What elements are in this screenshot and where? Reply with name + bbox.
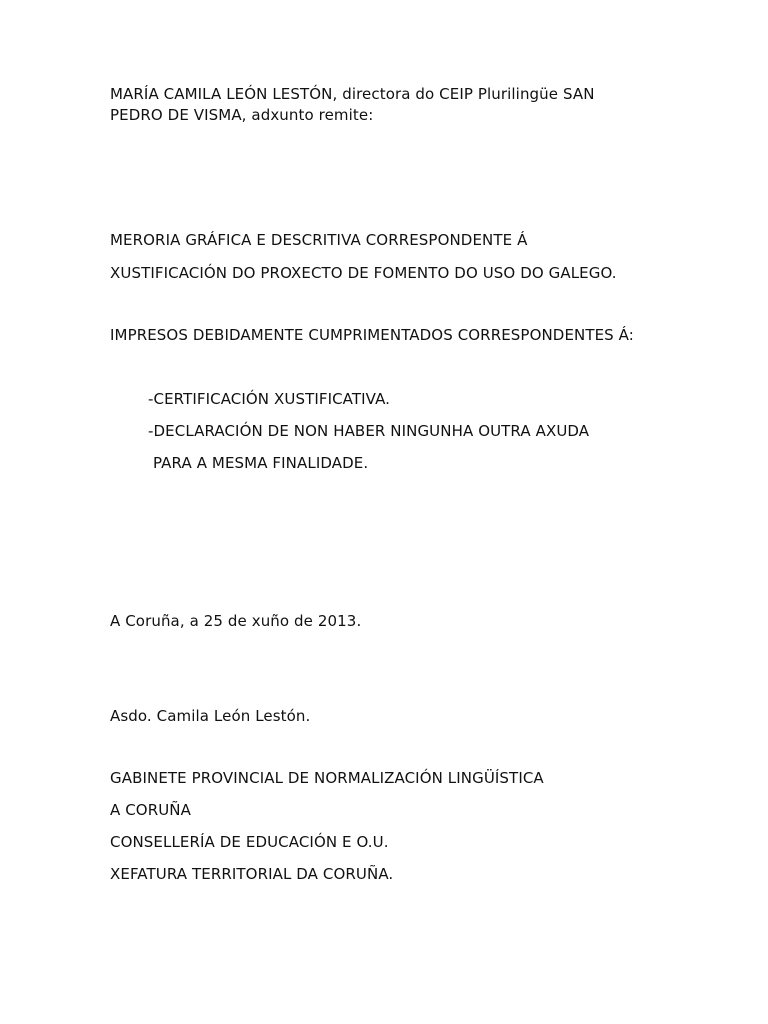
list-item-declaration: -DECLARACIÓN DE NON HABER NINGUNHA OUTRA AXUDA	[148, 422, 590, 440]
recipient-line-1: GABINETE PROVINCIAL DE NORMALIZACIÓN LINGÜÍSTICA	[110, 769, 544, 787]
forms-heading: IMPRESOS DEBIDAMENTE CUMPRIMENTADOS CORRESPONDENTES Á:	[110, 326, 634, 344]
memo-line-2: XUSTIFICACIÓN DO PROXECTO DE FOMENTO DO USO DO GALEGO.	[110, 264, 617, 282]
memo-line-1: MERORIA GRÁFICA E DESCRITIVA CORRESPONDENTE Á	[110, 231, 528, 249]
intro-line-2: PEDRO DE VISMA, adxunto remite:	[110, 106, 374, 124]
recipient-line-2: A CORUÑA	[110, 801, 191, 819]
place-date: A Coruña, a 25 de xuño de 2013.	[110, 612, 362, 630]
recipient-line-3: CONSELLERÍA DE EDUCACIÓN E O.U.	[110, 833, 389, 851]
list-item-declaration-continued: PARA A MESMA FINALIDADE.	[153, 454, 369, 472]
recipient-line-4: XEFATURA TERRITORIAL DA CORUÑA.	[110, 865, 394, 883]
list-item-certification: -CERTIFICACIÓN XUSTIFICATIVA.	[148, 390, 391, 408]
intro-line-1: MARÍA CAMILA LEÓN LESTÓN, directora do CEIP Plurilingüe SAN	[110, 85, 595, 103]
signature-line: Asdo. Camila León Lestón.	[110, 707, 311, 725]
